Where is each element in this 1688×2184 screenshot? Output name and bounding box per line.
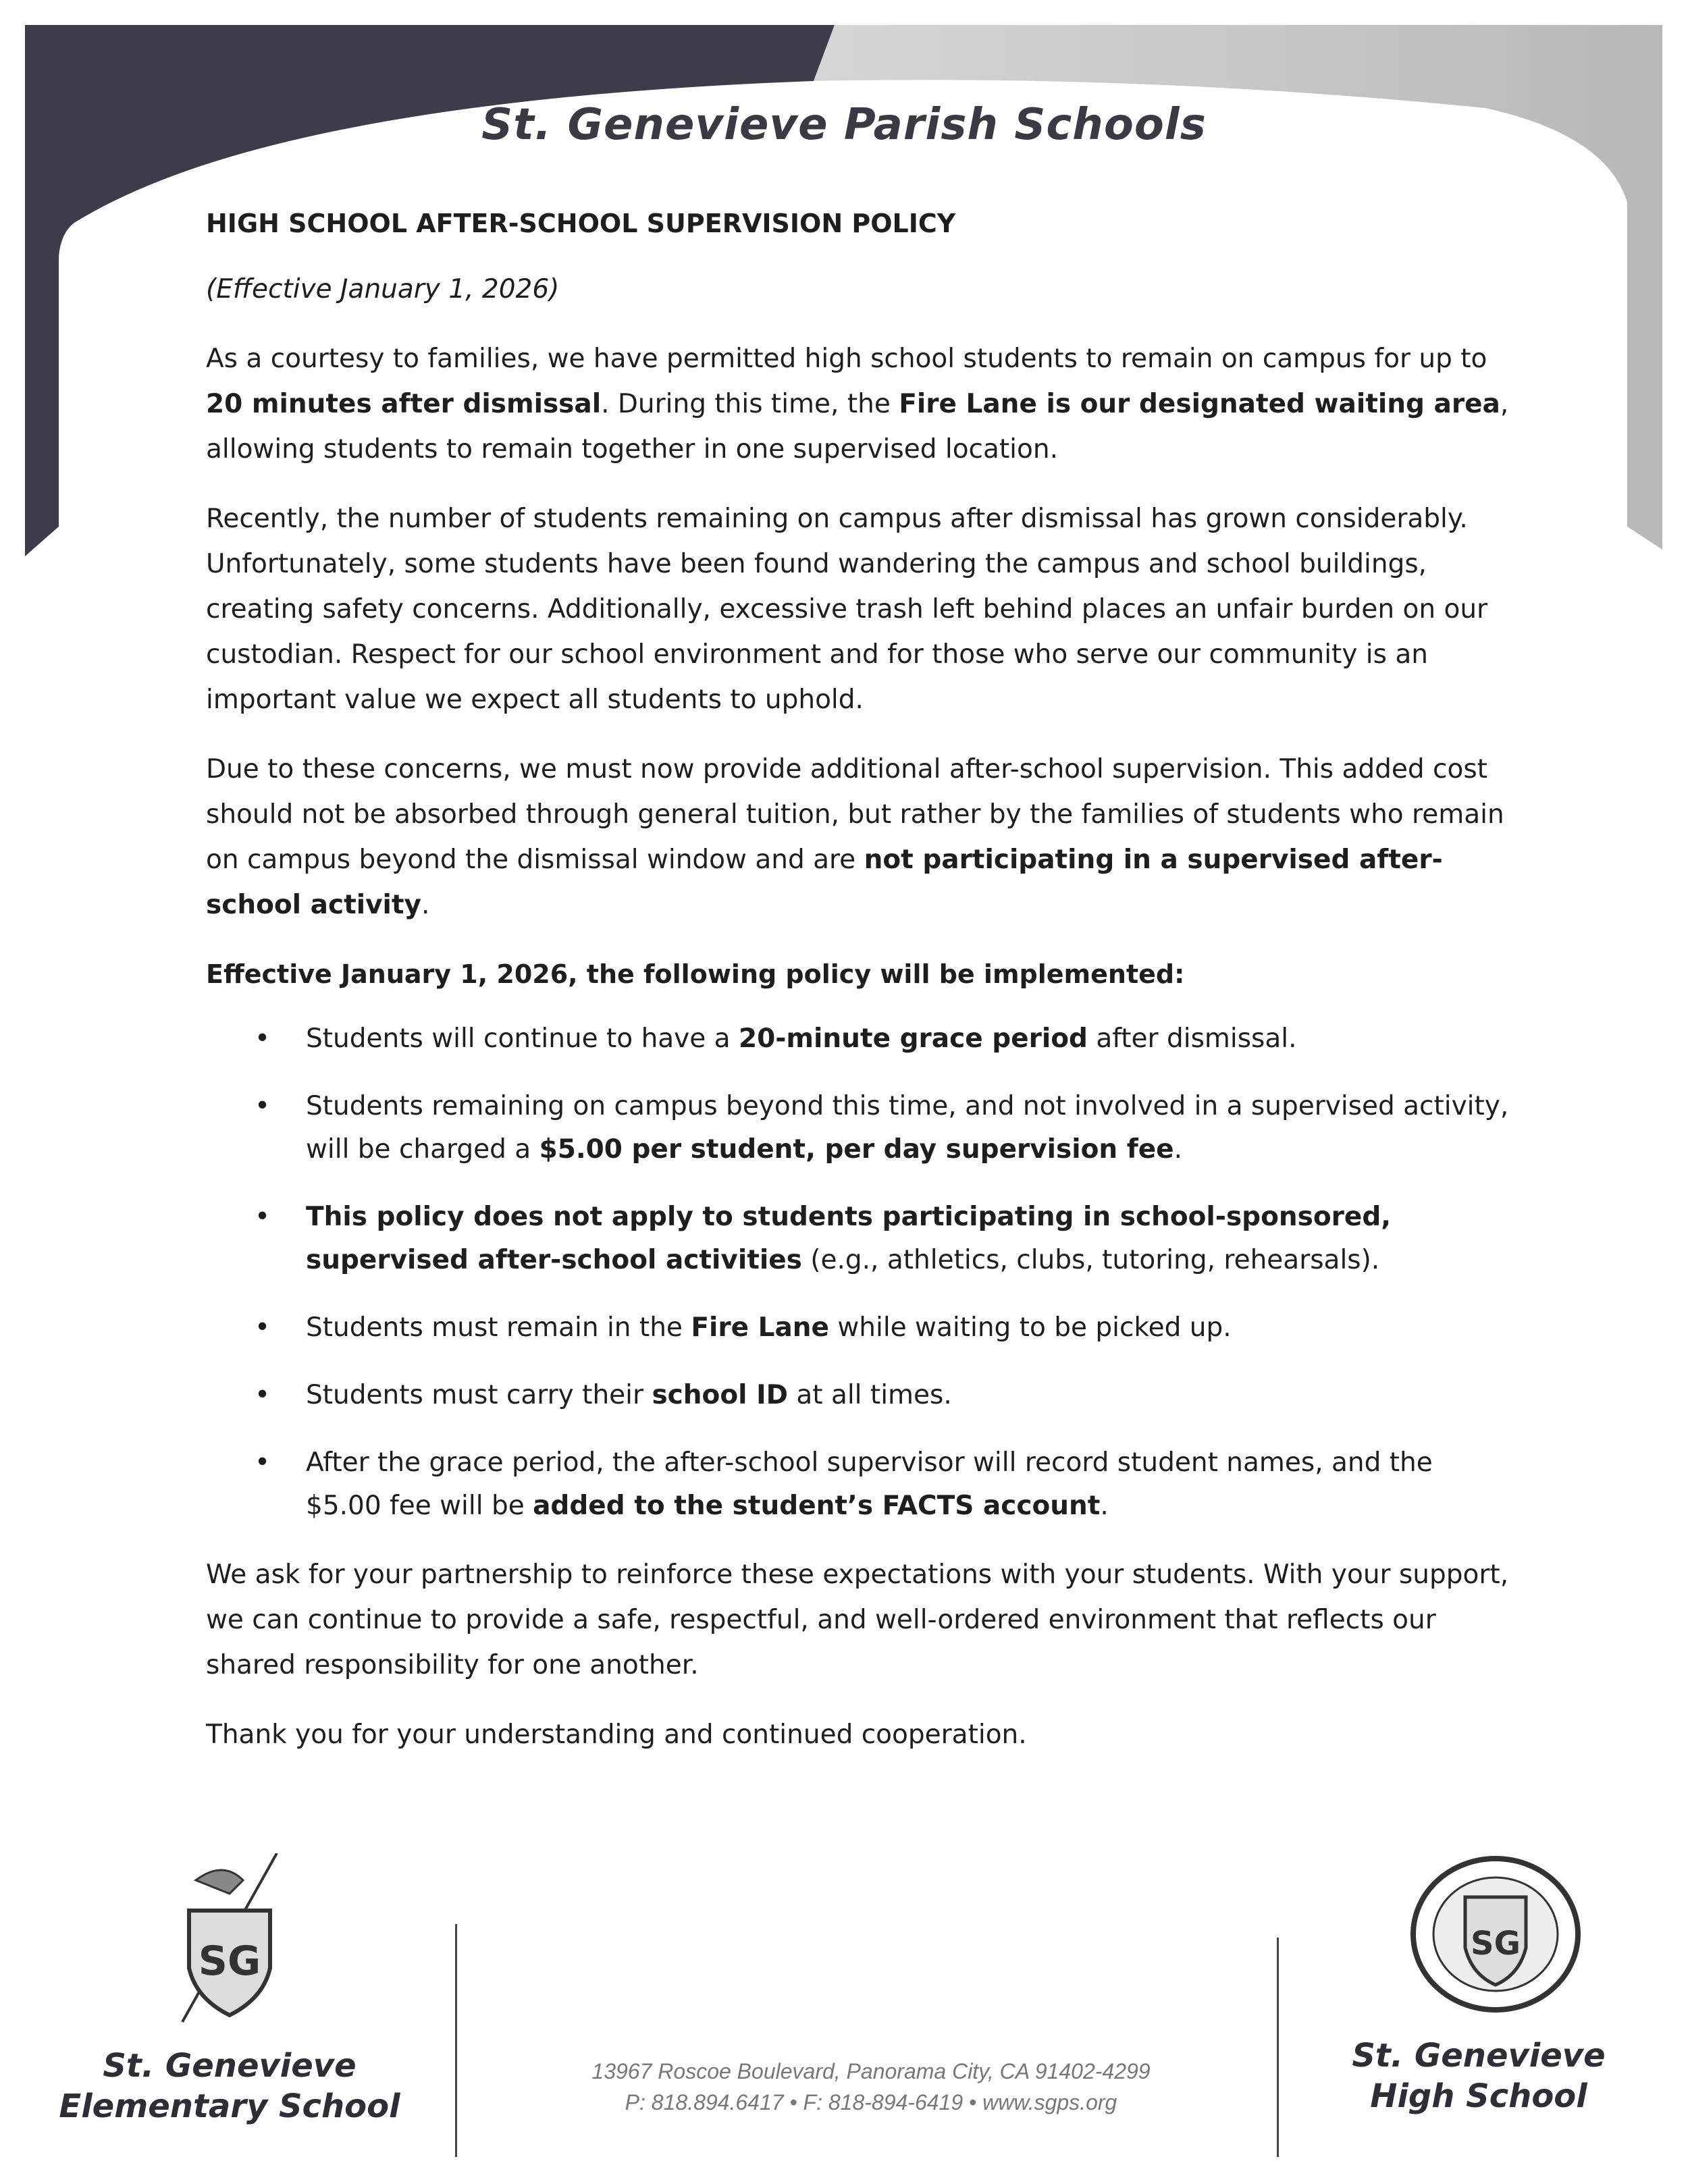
- effective-date: (Effective January 1, 2026): [206, 274, 560, 304]
- bullet-icon: •: [255, 1202, 271, 1232]
- list-item: • Students will continue to have a 20-minute grace period after dismissal.: [206, 1017, 1516, 1061]
- elementary-school-name: St. Genevieve Elementary School: [59, 2047, 400, 2125]
- divider: [455, 1924, 457, 2157]
- paragraph-3: Due to these concerns, we must now provide additional after-school supervision. This added cost should not be absorbed through general tuition, but rather by the families of students who remain on campus beyond the dismissal window and are not participating in a supervised after-school activity.: [206, 754, 1504, 920]
- svg-text:SG: SG: [1471, 1925, 1521, 1963]
- divider: [1277, 1938, 1279, 2157]
- bullet-icon: •: [255, 1447, 271, 1478]
- contact-info: [473, 2056, 1269, 2118]
- list-item: • Students must carry their school ID at all times.: [206, 1374, 1516, 1417]
- paragraph-4: We ask for your partnership to reinforce these expectations with your students. With your support, we can continue to provide a safe, respectful, and well-ordered environment that reflects our shared responsibility for one another.: [206, 1560, 1509, 1680]
- bullet-icon: •: [255, 1380, 271, 1410]
- closing: Thank you for your understanding and continued cooperation.: [206, 1720, 1027, 1750]
- list-item: • This policy does not apply to students participating in school-sponsored, supervised after-school activities (e.g., athletics, clubs, tutoring, rehearsals).: [206, 1196, 1516, 1282]
- phone-fax-website: P: 818.894.6417 • F: 818-894-6419 • www.sgps.org: [625, 2090, 1117, 2114]
- svg-text:SG: SG: [198, 1938, 261, 1985]
- bullet-icon: •: [255, 1091, 271, 1121]
- org-title: St. Genevieve Parish Schools: [481, 100, 1207, 150]
- list-item: • Students must remain in the Fire Lane while waiting to be picked up.: [206, 1306, 1516, 1350]
- high-school-seal-logo: [1408, 1853, 1583, 2015]
- bullet-icon: •: [255, 1023, 271, 1054]
- elementary-shield-logo: [162, 1853, 297, 2029]
- letter-body: [206, 201, 1516, 1782]
- high-school-name: St. Genevieve High School: [1352, 2037, 1606, 2115]
- footer: [0, 1823, 1688, 2184]
- policy-heading: Effective January 1, 2026, the following policy will be implemented:: [206, 959, 1185, 989]
- policy-list: [206, 1017, 1516, 1528]
- paragraph-2: Recently, the number of students remaining on campus after dismissal has grown considerably. Unfortunately, some students have been found wandering the campus and school buildings, creating safety concerns. Additionally, excessive trash left behind places an unfair burden on our custodian. Respect for our school environment and for those who serve our community is an important value we expect all students to uphold.: [206, 504, 1488, 715]
- list-item: • After the grace period, the after-school supervisor will record student names, and the $5.00 fee will be added to the student’s FACTS account.: [206, 1441, 1516, 1528]
- address: 13967 Roscoe Boulevard, Panorama City, CA 91402-4299: [591, 2059, 1151, 2083]
- policy-title: HIGH SCHOOL AFTER-SCHOOL SUPERVISION POLICY: [206, 209, 956, 238]
- list-item: • Students remaining on campus beyond this time, and not involved in a supervised activity, will be charged a $5.00 per student, per day supervision fee.: [206, 1085, 1516, 1171]
- bullet-icon: •: [255, 1312, 271, 1343]
- paragraph-1: As a courtesy to families, we have permitted high school students to remain on campus for up to 20 minutes after dismissal. During this time, the Fire Lane is our designated waiting area, allowing students to remain together in one supervised location.: [206, 344, 1509, 464]
